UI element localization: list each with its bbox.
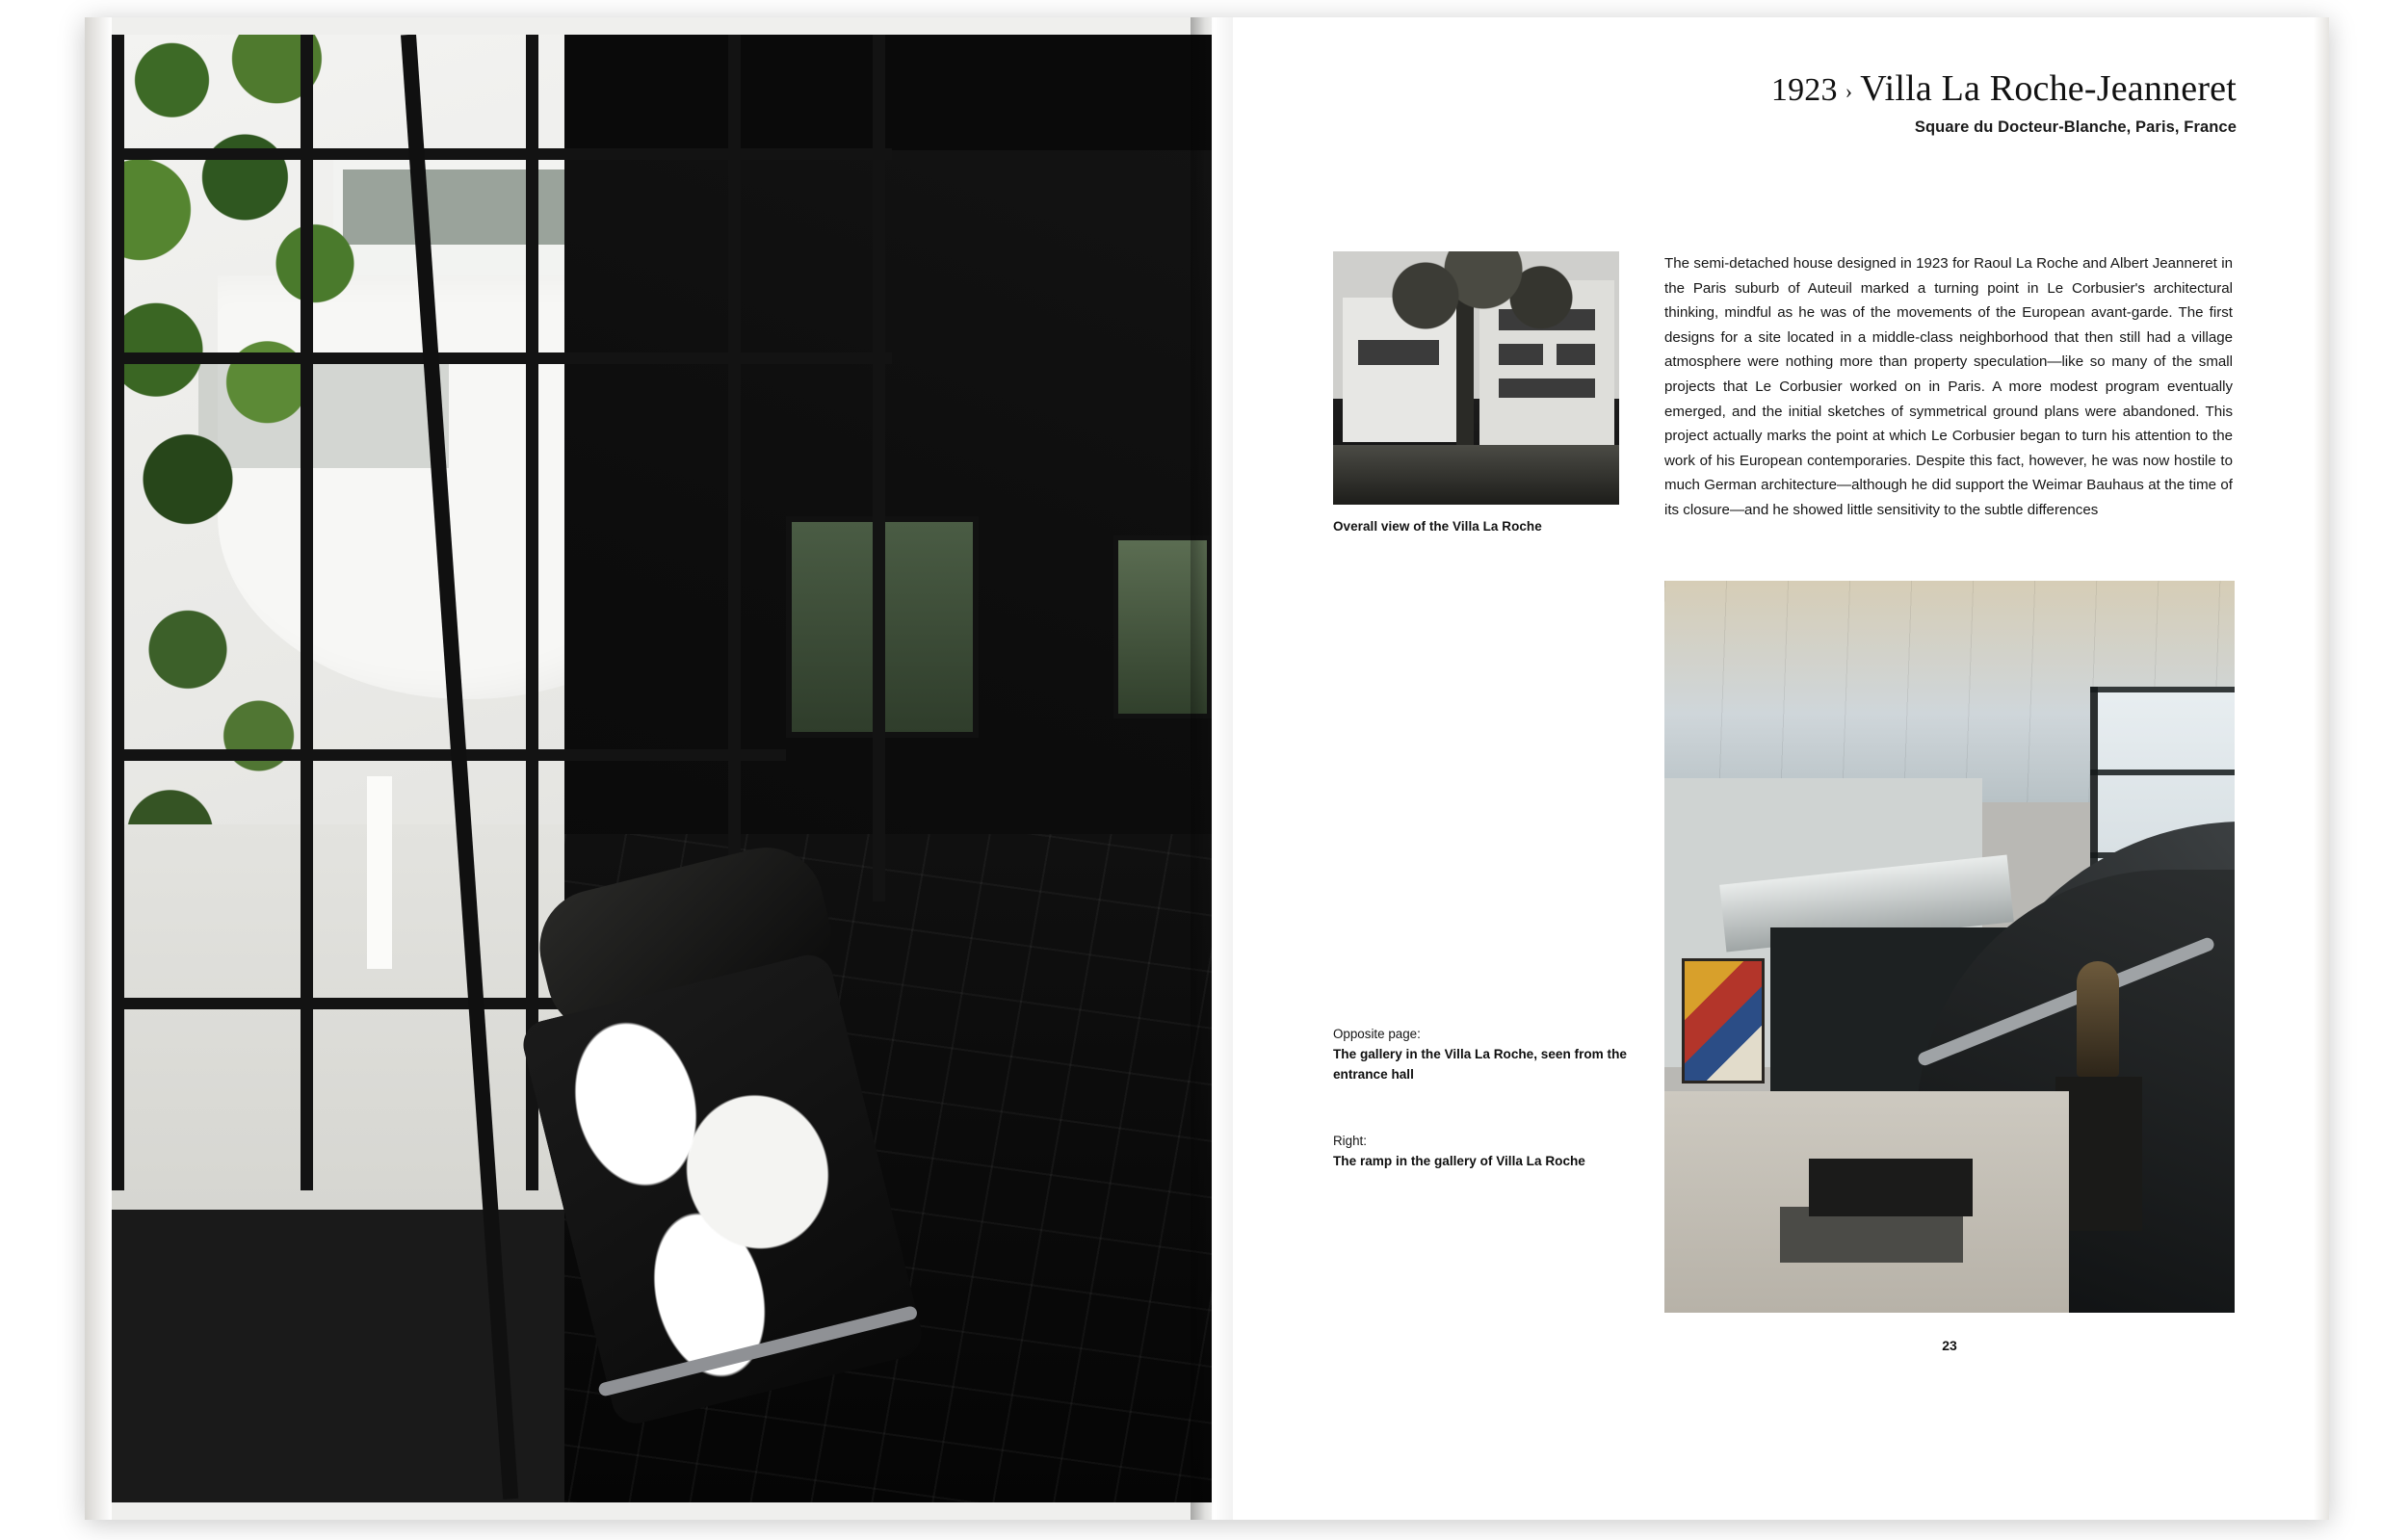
- gallery-ramp-photo: [1664, 581, 2235, 1313]
- caption-label: Opposite page:: [1333, 1027, 1421, 1041]
- right-page: [1212, 17, 2329, 1520]
- photo-foreground: [1333, 445, 1619, 505]
- page-number: 23: [1942, 1338, 1957, 1353]
- project-title-line: [1212, 67, 2237, 110]
- villa-window: [1557, 344, 1595, 365]
- interior-window-far: [1113, 535, 1212, 718]
- cubist-painting: [1682, 958, 1765, 1083]
- gallery-table: [1809, 1159, 1973, 1216]
- page-title: [1212, 67, 2292, 137]
- caption-text: The ramp in the gallery of Villa La Roche: [1333, 1154, 1585, 1168]
- caption-opposite-page: [1333, 1024, 1651, 1084]
- caption-label: Right:: [1333, 1134, 1367, 1148]
- right-page-edge: [2314, 17, 2329, 1520]
- body-paragraph: The semi-detached house designed in 1923 for Raoul La Roche and Albert Jeanneret in the Paris suburb of Auteuil marked a turning point in Le Corbusier's architectural thinking, mindful as he was of the movements of the European avant-garde. The first designs for a site located in a middle-class neighborhood that then still had a village atmosphere were nothing more than property speculation—like so many of the small projects that Le Corbusier worked on in Paris. A more modest program eventually emerged, and the initial sketches of symmetrical ground plans were abandoned. This project actually marks the point at which Le Corbusier began to turn his attention to the work of his European contemporaries. Despite this fact, however, he was now hostile to much German architecture—although he did support the Weimar Bauhaus at the time of its closure—and he showed little sensitivity to the subtle differences: [1664, 255, 2233, 518]
- left-page: [85, 17, 1212, 1520]
- project-name: Villa La Roche-Jeanneret: [1860, 68, 2237, 109]
- project-year: 1923: [1770, 72, 1838, 108]
- caption-text: The gallery in the Villa La Roche, seen from the entrance hall: [1333, 1047, 1627, 1082]
- caption-right: [1333, 1131, 1651, 1171]
- villa-window: [1499, 378, 1595, 398]
- left-page-edge: [85, 17, 112, 1520]
- sculpture: [2077, 961, 2119, 1077]
- overall-view-caption: Overall view of the Villa La Roche: [1333, 519, 1542, 534]
- villa-window: [1358, 340, 1439, 365]
- left-page-photo: [112, 35, 1212, 1502]
- villa-window: [1499, 344, 1543, 365]
- tree-canopy-icon: [1387, 251, 1580, 330]
- overall-view-photo: [1333, 251, 1619, 505]
- project-location: Square du Docteur-Blanche, Paris, France: [1914, 118, 2237, 136]
- open-book: [85, 17, 2329, 1520]
- title-separator-icon: ›: [1845, 79, 1853, 104]
